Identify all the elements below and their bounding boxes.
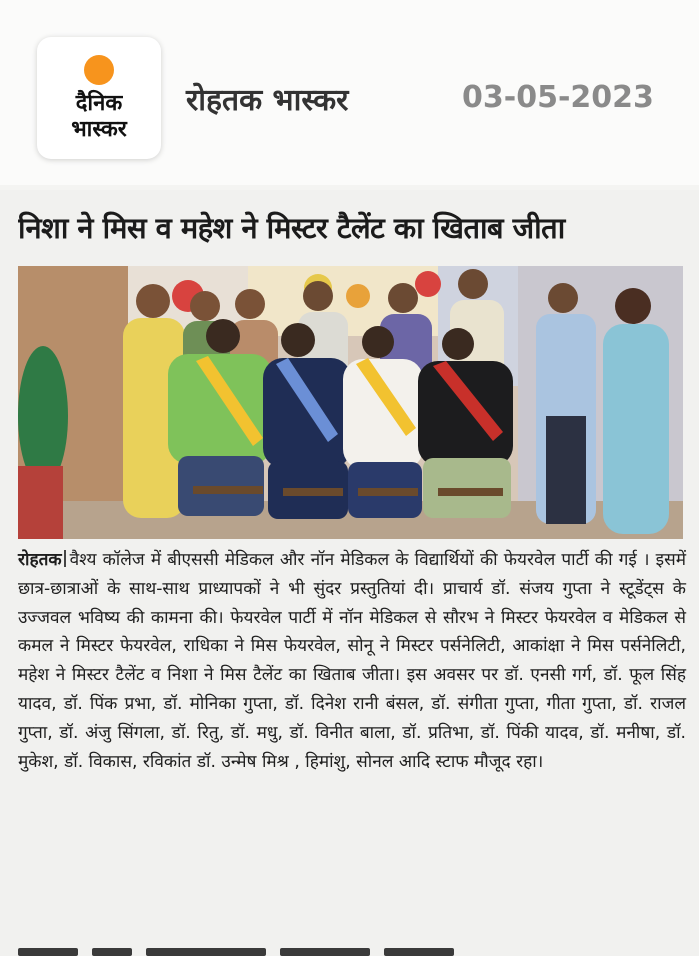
article-body: [18, 546, 686, 776]
logo-text-line2: भास्कर: [71, 117, 127, 142]
dainik-bhaskar-logo: [37, 37, 161, 159]
app-header: [0, 0, 699, 185]
logo-text-line1: दैनिक: [75, 91, 123, 116]
sun-icon: [84, 55, 114, 85]
group-photo: [18, 266, 683, 539]
article-text: वैश्य कॉलेज में बीएससी मेडिकल और नॉन मेडिकल के विद्यार्थियों की फेयरवेल पार्टी की गई । इसमें छात्र-छात्राओं के साथ-साथ प्राध्यापकों ने भी सुंदर प्रस्तुतियां दी। प्राचार्य डॉ. संजय गुप्ता ने स्टूडेंट्स के उज्जवल भविष्य की कामना की। फेयरवेल पार्टी में नॉन मेडिकल से सौरभ ने मिस्टर फेयरवेल व मेडिकल से कमल ने मिस्टर फेयरवेल, राधिका ने मिस फेयरवेल, सोनू ने मिस्टर पर्सनेलिटी, आकांक्षा ने मिस पर्सनेलिटी, महेश ने मिस्टर टैलेंट व निशा ने मिस टैलेंट का खिताब जीता। इस अवसर पर डॉ. एनसी गर्ग, डॉ. फूल सिंह यादव, डॉ. पिंक प्रभा, डॉ. मोनिका गुप्ता, डॉ. दिनेश रानी बंसल, डॉ. संगीता गुप्ता, गीता गुप्ता, डॉ. राजल गुप्ता, डॉ. अंजु सिंगला, डॉ. रितु, डॉ. मधु, डॉ. विनीत बाला, डॉ. प्रतिभा, डॉ. पिंकी यादव, डॉ. मनीषा, डॉ. मुकेश, डॉ. विकास, रविकांत डॉ. उन्मेष मिश्र , हिमांशु, सोनल आदि स्टाफ मौजूद रहा।: [18, 550, 686, 772]
article-headline: निशा ने मिस व महेश ने मिस्टर टैलेंट का खिताब जीता: [18, 211, 565, 245]
dateline-separator: [64, 550, 66, 567]
article-dateline: रोहतक: [18, 550, 62, 570]
publication-date: 03-05-2023: [462, 80, 654, 115]
edition-name: रोहतक भास्कर: [186, 83, 349, 118]
next-article-peek: [18, 940, 686, 956]
